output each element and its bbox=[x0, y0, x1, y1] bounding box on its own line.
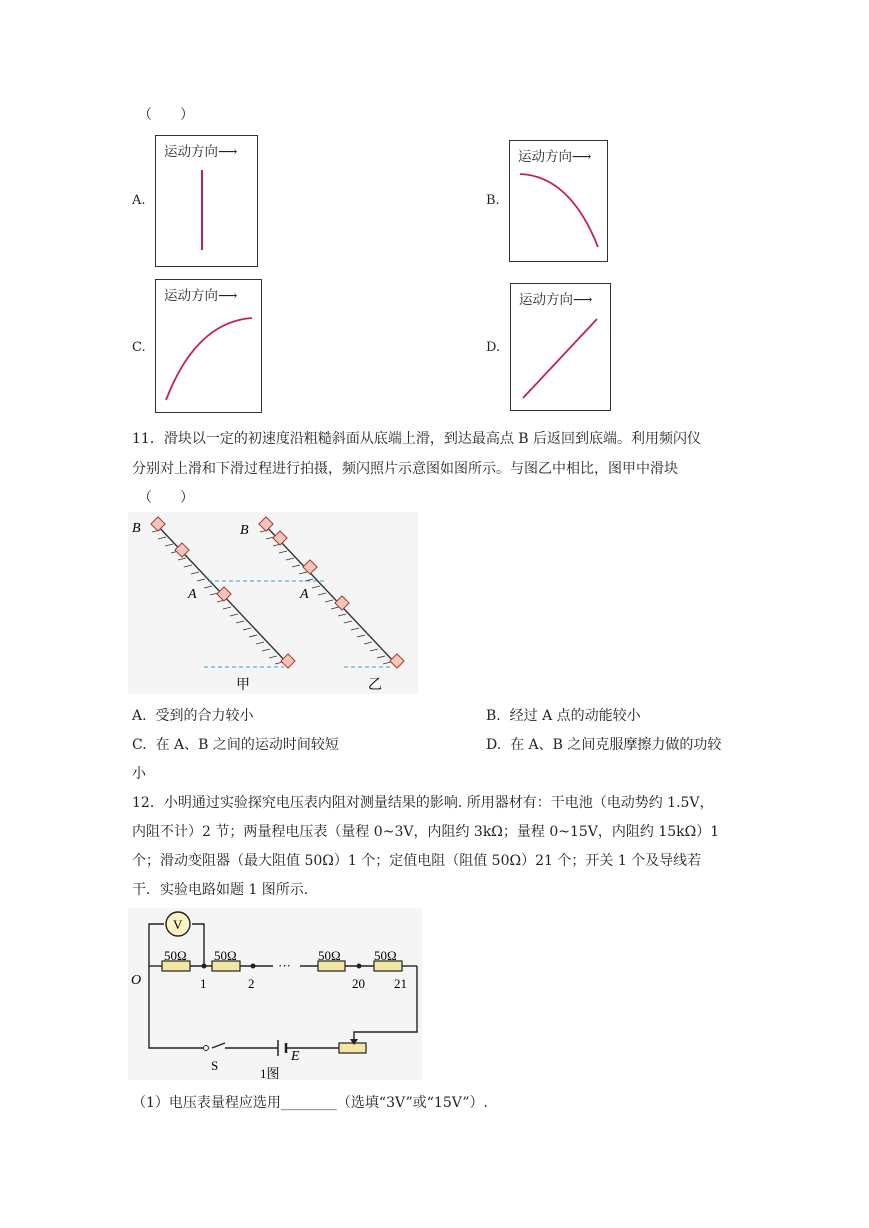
label-b-yi: B bbox=[240, 523, 249, 538]
option-d-letter: D. bbox=[486, 340, 501, 355]
q11-line1: 11．滑块以一定的初速度沿粗糙斜面从底端上滑，到达最高点 B 后返回到底端。利用频闪仪 bbox=[132, 431, 702, 447]
circuit-diagram bbox=[128, 908, 422, 1080]
switch-label: S bbox=[211, 1058, 219, 1073]
q11-line2: 分别对上滑和下滑过程进行拍摄，频闪照片示意图如图所示。与图乙中相比，图甲中滑块 bbox=[132, 461, 678, 477]
label-jia: 甲 bbox=[236, 678, 250, 693]
q11-option-d-wrap: 小 bbox=[132, 766, 146, 782]
node-1-label: 1 bbox=[200, 976, 207, 991]
q11-option-c[interactable]: C. 在 A、B 之间的运动时间较短 bbox=[132, 737, 339, 753]
ellipsis: ··· bbox=[278, 958, 291, 973]
label-a-jia: A bbox=[188, 587, 197, 602]
rheostat bbox=[339, 1043, 366, 1053]
motion-direction-label: 运动方向⟶ bbox=[164, 144, 238, 160]
option-b-letter: B. bbox=[486, 193, 500, 208]
q10-paren: （ ） bbox=[138, 107, 194, 123]
q11-paren: （ ） bbox=[138, 490, 194, 506]
option-b-graph[interactable] bbox=[509, 140, 608, 262]
node-o-label: O bbox=[131, 973, 142, 988]
option-c-graph[interactable] bbox=[155, 279, 262, 413]
incline-strobe-figure bbox=[128, 512, 418, 694]
battery-label: E bbox=[291, 1049, 300, 1064]
label-yi: 乙 bbox=[368, 678, 382, 693]
q11-option-a[interactable]: A. 受到的合力较小 bbox=[132, 708, 254, 724]
option-c-letter: C. bbox=[132, 340, 146, 355]
voltmeter-label: V bbox=[173, 917, 183, 932]
resistor-20-label: 50Ω bbox=[318, 948, 341, 963]
concave-down-rising-curve bbox=[156, 280, 261, 412]
q11-option-b[interactable]: B. 经过 A 点的动能较小 bbox=[486, 708, 641, 724]
resistor-1-label: 50Ω bbox=[164, 948, 187, 963]
motion-direction-label: 运动方向⟶ bbox=[518, 149, 592, 165]
q12-line2: 内阻不计）2 节；两量程电压表（量程 0~3V，内阻约 3kΩ；量程 0~15V，内阻约 15kΩ）1 bbox=[132, 824, 720, 840]
q11-option-d[interactable]: D. 在 A、B 之间克服摩擦力做的功较 bbox=[486, 737, 722, 753]
node-21-label: 21 bbox=[394, 976, 407, 991]
resistor-21-label: 50Ω bbox=[374, 948, 397, 963]
node-20-label: 20 bbox=[352, 976, 365, 991]
option-a-graph[interactable] bbox=[155, 135, 258, 267]
label-a-yi: A bbox=[300, 587, 309, 602]
q12-sub1[interactable]: （1）电压表量程应选用________（选填“3V”或“15V”）. bbox=[132, 1095, 488, 1111]
resistor-2-label: 50Ω bbox=[214, 948, 237, 963]
label-b-jia: B bbox=[132, 521, 141, 536]
q12-line4: 干．实验电路如题 1 图所示. bbox=[132, 882, 309, 898]
node-2-label: 2 bbox=[248, 976, 255, 991]
q12-line3: 个；滑动变阻器（最大阻值 50Ω）1 个；定值电阻（阻值 50Ω）21 个；开关 1 个及导线若 bbox=[132, 853, 702, 869]
q12-line1: 12．小明通过实验探究电压表内阻对测量结果的影响. 所用器材有：干电池（电动势约 1.5V， bbox=[132, 795, 714, 811]
motion-direction-label: 运动方向⟶ bbox=[519, 292, 593, 308]
figure-caption: 1图 bbox=[260, 1066, 280, 1080]
vertical-line-plot bbox=[156, 136, 257, 266]
option-a-letter: A. bbox=[132, 193, 146, 208]
straight-rising-line bbox=[511, 284, 610, 410]
option-d-graph[interactable] bbox=[510, 283, 611, 411]
concave-down-falling-curve bbox=[510, 141, 607, 261]
motion-direction-label: 运动方向⟶ bbox=[164, 288, 238, 304]
